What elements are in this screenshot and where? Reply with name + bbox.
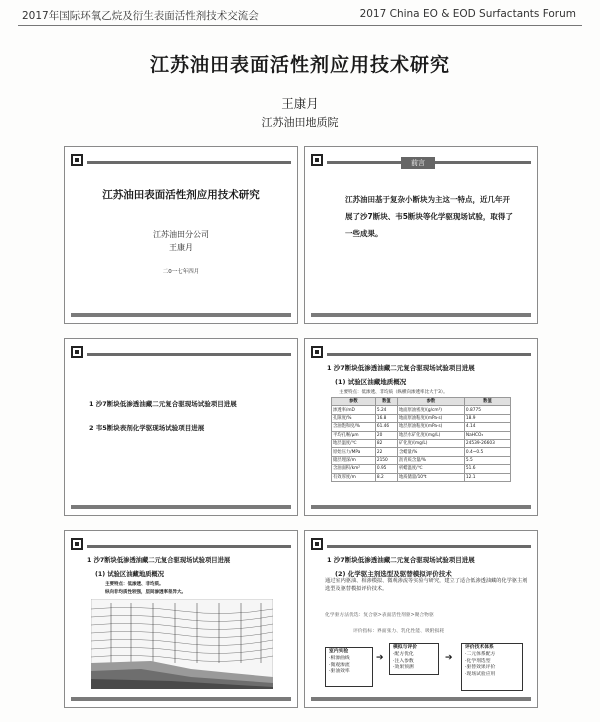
table-cell: 地层水矿化度/(mg/L) bbox=[397, 431, 464, 439]
slide-bullet-2: 纵向非均质性较强，层间渗透率差异大。 bbox=[105, 590, 186, 595]
slide-3 bbox=[64, 338, 298, 516]
slide-top-bar bbox=[327, 353, 531, 356]
table-header-row bbox=[332, 398, 511, 406]
flow-box-item: ·化学剂选型 bbox=[465, 658, 491, 664]
slide-bottom-bar bbox=[311, 313, 531, 317]
table-cell: 矿化度/(mg/L) bbox=[397, 439, 464, 447]
slide-4 bbox=[304, 338, 538, 516]
table-row bbox=[332, 465, 511, 473]
slide-6 bbox=[304, 530, 538, 708]
header-conference-en: 2017 China EO & EOD Surfactants Forum bbox=[359, 8, 576, 20]
slide-top-bar bbox=[327, 545, 531, 548]
table-cell: 0.95 bbox=[375, 465, 397, 473]
table-cell: 储层埋深/m bbox=[332, 456, 376, 464]
slide-note: 主要特点：低渗透、非均质（纵横向渗透率比大于3）。 bbox=[339, 390, 448, 395]
outline-item-2: 2 韦5断块表剂化学驱现场试验项目进展 bbox=[89, 424, 205, 432]
slide-bottom-bar bbox=[71, 505, 291, 509]
table-cell: 有效厚度/m bbox=[332, 473, 376, 481]
table-row bbox=[332, 431, 511, 439]
logo-icon bbox=[71, 154, 83, 166]
flow-box-title: 评价技术体系 bbox=[465, 645, 494, 650]
table-cell: 4.14 bbox=[464, 423, 510, 431]
outline-item-1: 1 沙7断块低渗透油藏二元复合驱现场试验项目进展 bbox=[89, 400, 237, 408]
table-cell: 5.5 bbox=[464, 456, 510, 464]
table-cell: NaHCO₃ bbox=[464, 431, 510, 439]
slide-subheading: (1) 试验区油藏地质概况 bbox=[95, 571, 165, 578]
table-cell: 渗透率/mD bbox=[332, 406, 376, 414]
paper-author: 王康月 bbox=[281, 96, 319, 111]
slide-2 bbox=[304, 146, 538, 324]
table-row bbox=[332, 423, 511, 431]
slide-line-2: 评价指标：界面张力、乳化性能、吸附损耗 bbox=[353, 629, 445, 634]
table-cell: 24539-26603 bbox=[464, 439, 510, 447]
flow-box-evaluation bbox=[461, 643, 523, 691]
table-cell: 含蜡量/% bbox=[397, 448, 464, 456]
paper-title: 江苏油田表面活性剂应用技术研究 bbox=[149, 54, 450, 76]
flow-box-simulation bbox=[389, 643, 439, 675]
table-cell: 孔隙度/% bbox=[332, 414, 376, 422]
table-cell: 20 bbox=[375, 431, 397, 439]
table-cell: 地面原油粘度/(mPa·s) bbox=[397, 414, 464, 422]
table-row bbox=[332, 406, 511, 414]
flow-box-item: ·二元体系配方 bbox=[465, 651, 496, 657]
table-row bbox=[332, 448, 511, 456]
flow-box-title: 模拟与评价 bbox=[393, 645, 417, 650]
flow-box-item: ·微观渗流 bbox=[329, 662, 350, 668]
table-header-cell: 参数 bbox=[332, 398, 376, 406]
table-cell: 82 bbox=[375, 439, 397, 447]
table-header-cell: 数值 bbox=[464, 398, 510, 406]
arrow-right-icon: ➔ bbox=[445, 653, 453, 663]
flow-box-item: ·驱替效果评价 bbox=[465, 665, 496, 671]
logo-icon bbox=[71, 346, 83, 358]
flow-box-item: ·驱油效率 bbox=[329, 669, 350, 675]
slide-bottom-bar bbox=[71, 313, 291, 317]
flow-box-title: 室内实验 bbox=[329, 649, 349, 654]
table-header-cell: 参数 bbox=[397, 398, 464, 406]
slide-bullet-1: 主要特点：低渗透、非均质。 bbox=[105, 582, 164, 587]
slide-top-bar bbox=[87, 161, 291, 164]
slide-bottom-bar bbox=[311, 505, 531, 509]
table-cell: 析蜡温度/℃ bbox=[397, 465, 464, 473]
logo-icon bbox=[311, 538, 323, 550]
table-header-cell: 数值 bbox=[375, 398, 397, 406]
header-conference-cn: 2017年国际环氧乙烷及衍生表面活性剂技术交流会 bbox=[22, 10, 259, 22]
slide-5 bbox=[64, 530, 298, 708]
slide-subheading: (1) 试验区油藏地质概况 bbox=[335, 378, 407, 386]
table-cell: 51.6 bbox=[464, 465, 510, 473]
slide-heading: 1 沙7断块低渗透油藏二元复合驱现场试验项目进展 bbox=[327, 556, 475, 564]
table-cell: 地质储量/10⁴t bbox=[397, 473, 464, 481]
logo-icon bbox=[311, 346, 323, 358]
reservoir-properties-table bbox=[331, 397, 511, 482]
arrow-right-icon: ➔ bbox=[376, 653, 384, 663]
logo-icon bbox=[71, 538, 83, 550]
slide-subheading: (2) 化学驱主剂选型及驱替模拟评价技术 bbox=[335, 570, 452, 578]
slide-body-text: 通过室内驱油、相渗模拟、微观渗流等实验与研究，建立了适合低渗透油藏的化学驱主剂选型及驱替模拟评价技术。 bbox=[325, 578, 528, 592]
table-cell: 地面原油密度/(g/cm³) bbox=[397, 406, 464, 414]
slide-bottom-bar bbox=[311, 697, 531, 701]
table-cell: 沥青质含量/% bbox=[397, 456, 464, 464]
flow-box-item: ·现场试验应用 bbox=[465, 672, 496, 678]
slide-heading: 1 沙7断块低渗透油藏二元复合驱现场试验项目进展 bbox=[327, 364, 475, 372]
table-cell: 61.46 bbox=[375, 423, 397, 431]
flow-box-item: ·相渗曲线 bbox=[329, 655, 350, 661]
page-header bbox=[0, 0, 600, 26]
table-row bbox=[332, 439, 511, 447]
slide-line-1: 化学驱方法优选：复合驱>表面活性剂驱>聚合物驱 bbox=[325, 613, 434, 618]
flow-box-experiments bbox=[325, 647, 373, 687]
table-cell: 平均孔喉/μm bbox=[332, 431, 376, 439]
logo-icon bbox=[311, 154, 323, 166]
table-cell: 地层原油粘度/(mPa·s) bbox=[397, 423, 464, 431]
flow-box-item: ·效果预测 bbox=[393, 665, 414, 671]
table-cell: 22 bbox=[375, 448, 397, 456]
table-row bbox=[332, 456, 511, 464]
table-row bbox=[332, 414, 511, 422]
flow-box-item: ·配方优化 bbox=[393, 651, 414, 657]
table-cell: 含油饱和度/% bbox=[332, 423, 376, 431]
table-cell: 2150 bbox=[375, 456, 397, 464]
header-rule bbox=[18, 25, 582, 26]
table-cell: 原始压力/MPa bbox=[332, 448, 376, 456]
table-cell: 8.2 bbox=[375, 473, 397, 481]
preface-text: 江苏油田基于复杂小断块为主这一特点，近几年开展了沙7断块、韦5断块等化学驱现场试验，取得了一些成果。 bbox=[345, 195, 513, 238]
section-badge: 前言 bbox=[401, 157, 435, 169]
table-row bbox=[332, 473, 511, 481]
table-cell: 5.24 bbox=[375, 406, 397, 414]
slide-bottom-bar bbox=[71, 697, 291, 701]
table-cell: 0.8775 bbox=[464, 406, 510, 414]
slide-top-bar bbox=[87, 545, 291, 548]
table-cell: 含油面积/km² bbox=[332, 465, 376, 473]
table-cell: 0.4~0.5 bbox=[464, 448, 510, 456]
slide-heading: 1 沙7断块低渗透油藏二元复合驱现场试验项目进展 bbox=[87, 557, 231, 564]
paper-affiliation: 江苏油田地质院 bbox=[261, 116, 339, 129]
slide-organization: 江苏油田分公司 bbox=[153, 230, 209, 239]
table-cell: 16.8 bbox=[375, 414, 397, 422]
slide-1 bbox=[64, 146, 298, 324]
slide-title: 江苏油田表面活性剂应用技术研究 bbox=[102, 189, 260, 201]
table-cell: 地层温度/℃ bbox=[332, 439, 376, 447]
table-cell: 18.9 bbox=[464, 414, 510, 422]
slide-date: 二0一七年四月 bbox=[162, 269, 200, 275]
table-cell: 12.1 bbox=[464, 473, 510, 481]
geologic-cross-section bbox=[91, 599, 273, 689]
slide-top-bar bbox=[87, 353, 291, 356]
slide-author: 王康月 bbox=[169, 243, 193, 252]
flow-box-item: ·注入参数 bbox=[393, 658, 414, 664]
